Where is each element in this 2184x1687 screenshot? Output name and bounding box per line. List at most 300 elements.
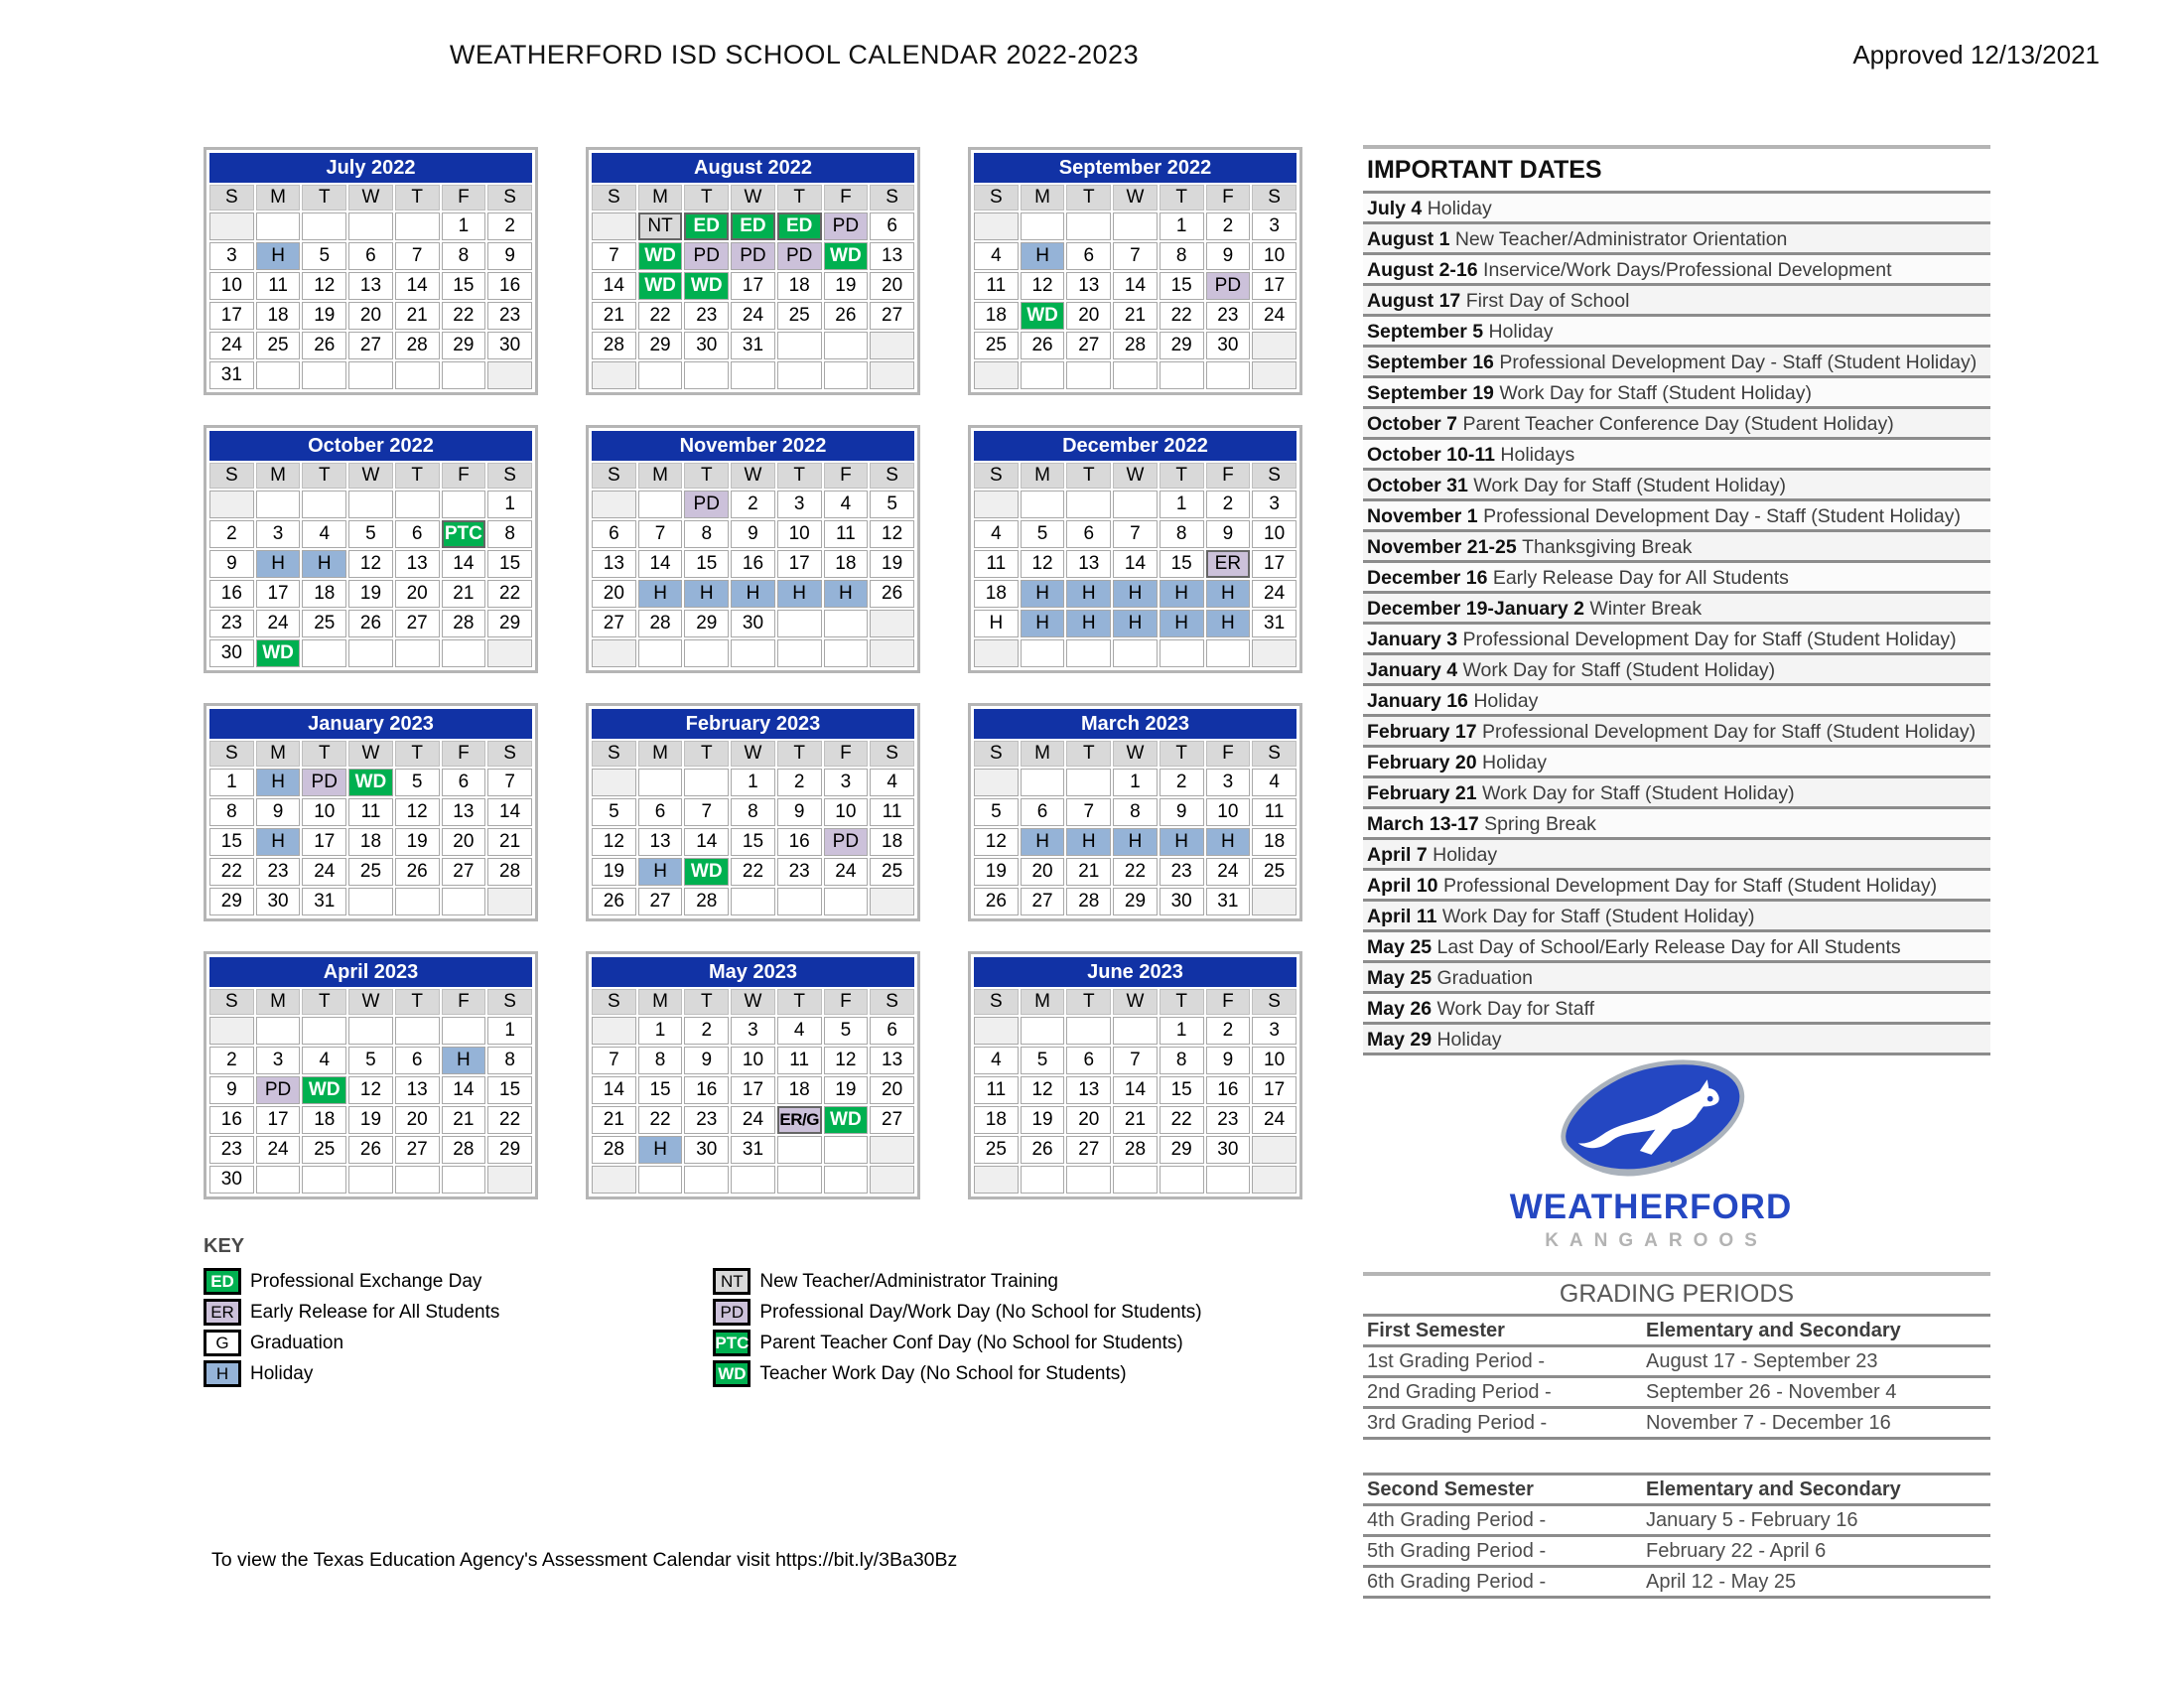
day-cell: 13 xyxy=(870,242,914,270)
day-cell: 10 xyxy=(1252,242,1297,270)
day-cell xyxy=(442,1017,486,1045)
day-cell: H xyxy=(638,580,683,608)
key-label: Early Release for All Students xyxy=(250,1301,500,1323)
day-cell: H xyxy=(1066,610,1111,637)
important-date-description: Work Day for Staff (Student Holiday) xyxy=(1481,782,1795,804)
important-date-description: Professional Development Day for Staff (Student Holiday) xyxy=(1481,721,1977,743)
day-cell: 8 xyxy=(1113,798,1158,826)
important-date-description: Professional Development Day - Staff (Student Holiday) xyxy=(1483,505,1961,527)
important-date-row xyxy=(1363,840,1990,871)
day-cell: 31 xyxy=(731,1136,775,1164)
day-cell: 19 xyxy=(870,550,914,578)
day-cell: ED xyxy=(777,212,822,240)
day-cell: 3 xyxy=(1252,491,1297,518)
day-cell: 9 xyxy=(1206,242,1251,270)
important-date-label: August 2-16 xyxy=(1367,259,1484,281)
day-cell: 7 xyxy=(1066,798,1111,826)
day-cell: 30 xyxy=(1206,332,1251,359)
day-cell: 31 xyxy=(731,332,775,359)
day-cell: 26 xyxy=(395,858,440,886)
day-of-week-header: S xyxy=(487,989,532,1015)
day-of-week-header: T xyxy=(684,185,729,211)
day-cell xyxy=(487,1166,532,1194)
day-cell: 30 xyxy=(209,1166,254,1194)
day-of-week-header: T xyxy=(395,989,440,1015)
day-cell: 23 xyxy=(209,610,254,637)
day-cell xyxy=(684,1166,729,1194)
important-date-description: Holiday xyxy=(1481,752,1548,773)
day-cell: 30 xyxy=(1160,888,1204,915)
day-of-week-header: S xyxy=(870,185,914,211)
day-cell: 2 xyxy=(209,520,254,548)
day-cell xyxy=(1066,639,1111,667)
day-of-week-header: T xyxy=(777,741,822,767)
day-cell: 16 xyxy=(209,1106,254,1134)
day-cell: 11 xyxy=(777,1047,822,1074)
day-cell: 20 xyxy=(442,828,486,856)
day-cell: 29 xyxy=(684,610,729,637)
day-cell xyxy=(395,1166,440,1194)
key-swatch-ed: ED xyxy=(204,1268,241,1295)
important-date-row xyxy=(1363,625,1990,655)
day-cell xyxy=(348,888,393,915)
day-cell: 14 xyxy=(592,1076,636,1104)
important-date-description: Winter Break xyxy=(1589,598,1703,620)
day-cell: H xyxy=(1021,828,1065,856)
day-cell: 28 xyxy=(684,888,729,915)
day-cell: 10 xyxy=(731,1047,775,1074)
key-swatch-pd: PD xyxy=(713,1299,751,1326)
day-of-week-header: M xyxy=(256,741,301,767)
day-cell: H xyxy=(1206,580,1251,608)
day-of-week-header: W xyxy=(731,989,775,1015)
day-cell: 11 xyxy=(1252,798,1297,826)
day-cell: 23 xyxy=(487,302,532,330)
day-cell: 8 xyxy=(1160,1047,1204,1074)
day-cell: 6 xyxy=(592,520,636,548)
day-cell xyxy=(870,1166,914,1194)
day-cell: 1 xyxy=(638,1017,683,1045)
day-cell: 7 xyxy=(487,769,532,796)
day-cell: 5 xyxy=(824,1017,869,1045)
day-cell xyxy=(348,1017,393,1045)
day-cell: 3 xyxy=(731,1017,775,1045)
day-cell xyxy=(1021,491,1065,518)
grading-period-row xyxy=(1363,1568,1990,1599)
day-cell xyxy=(395,491,440,518)
day-cell: WD xyxy=(302,1076,346,1104)
day-of-week-header: S xyxy=(974,463,1019,489)
day-cell: 10 xyxy=(302,798,346,826)
important-date-row xyxy=(1363,778,1990,809)
day-cell: 19 xyxy=(974,858,1019,886)
day-cell: 13 xyxy=(348,272,393,300)
day-cell: ER xyxy=(1206,550,1251,578)
day-cell xyxy=(974,769,1019,796)
day-cell: 27 xyxy=(870,1106,914,1134)
day-cell xyxy=(487,639,532,667)
day-cell: 8 xyxy=(487,1047,532,1074)
key-row-er xyxy=(204,1297,499,1328)
important-date-label: April 11 xyxy=(1367,906,1442,927)
day-cell: 5 xyxy=(395,769,440,796)
day-cell: 20 xyxy=(1066,1106,1111,1134)
day-cell: 23 xyxy=(256,858,301,886)
day-cell: PD xyxy=(777,242,822,270)
month-calendar-november-2022 xyxy=(586,425,920,673)
day-of-week-header: T xyxy=(395,185,440,211)
day-of-week-header: T xyxy=(395,463,440,489)
day-of-week-header: F xyxy=(442,989,486,1015)
day-cell: 29 xyxy=(638,332,683,359)
day-cell: WD xyxy=(824,1106,869,1134)
day-cell xyxy=(731,361,775,389)
day-cell: 8 xyxy=(487,520,532,548)
day-cell xyxy=(777,888,822,915)
day-cell: 23 xyxy=(1206,1106,1251,1134)
day-cell: 19 xyxy=(592,858,636,886)
day-cell: 7 xyxy=(395,242,440,270)
day-cell: 8 xyxy=(731,798,775,826)
day-cell: 22 xyxy=(487,1106,532,1134)
key-row-ptc xyxy=(713,1328,1201,1358)
day-cell: 1 xyxy=(442,212,486,240)
day-cell: 2 xyxy=(684,1017,729,1045)
kangaroo-logo-icon xyxy=(1555,1054,1748,1184)
day-cell: 1 xyxy=(1160,491,1204,518)
important-date-label: December 19-January 2 xyxy=(1367,598,1590,620)
day-cell: 2 xyxy=(1160,769,1204,796)
day-cell: 17 xyxy=(777,550,822,578)
important-date-label: September 5 xyxy=(1367,321,1489,343)
day-cell: 12 xyxy=(302,272,346,300)
day-of-week-header: T xyxy=(1160,463,1204,489)
day-cell: 20 xyxy=(348,302,393,330)
day-cell: 14 xyxy=(442,550,486,578)
day-cell: 10 xyxy=(1252,1047,1297,1074)
day-of-week-header: S xyxy=(1252,989,1297,1015)
day-cell xyxy=(638,1166,683,1194)
important-date-label: September 19 xyxy=(1367,382,1500,404)
day-cell: PTC xyxy=(442,520,486,548)
day-of-week-header: T xyxy=(777,185,822,211)
important-date-label: January 16 xyxy=(1367,690,1474,712)
day-of-week-header: W xyxy=(1113,741,1158,767)
day-cell xyxy=(777,610,822,637)
day-cell xyxy=(209,1017,254,1045)
key-row-h xyxy=(204,1358,499,1389)
day-cell: 21 xyxy=(592,1106,636,1134)
day-of-week-header: S xyxy=(592,463,636,489)
important-date-row xyxy=(1363,317,1990,348)
key-swatch-nt: NT xyxy=(713,1268,751,1295)
day-cell: 18 xyxy=(974,302,1019,330)
day-cell: 9 xyxy=(209,1076,254,1104)
footer-note xyxy=(211,1549,957,1572)
day-of-week-header: W xyxy=(348,989,393,1015)
day-of-week-header: M xyxy=(1021,989,1065,1015)
day-of-week-header: W xyxy=(348,463,393,489)
day-cell: 26 xyxy=(348,610,393,637)
month-title: May 2023 xyxy=(592,957,914,987)
grading-section-header xyxy=(1363,1317,1990,1347)
day-cell: 14 xyxy=(1113,550,1158,578)
day-cell: 7 xyxy=(1113,520,1158,548)
day-of-week-header: M xyxy=(638,185,683,211)
day-cell: 6 xyxy=(1066,242,1111,270)
day-of-week-header: M xyxy=(1021,185,1065,211)
important-date-label: May 26 xyxy=(1367,998,1437,1020)
day-cell: 14 xyxy=(442,1076,486,1104)
day-cell: 19 xyxy=(348,580,393,608)
day-cell: 20 xyxy=(395,580,440,608)
day-cell xyxy=(256,361,301,389)
day-cell: 4 xyxy=(974,1047,1019,1074)
day-cell xyxy=(348,212,393,240)
key-row-ed xyxy=(204,1266,499,1297)
day-cell: 22 xyxy=(487,580,532,608)
key-swatch-h: H xyxy=(204,1360,241,1387)
day-of-week-header: F xyxy=(1206,185,1251,211)
day-cell xyxy=(824,610,869,637)
day-cell: 23 xyxy=(777,858,822,886)
day-cell: 6 xyxy=(395,520,440,548)
day-cell xyxy=(302,1017,346,1045)
day-cell: H xyxy=(1113,610,1158,637)
grading-period-label: 1st Grading Period - xyxy=(1367,1349,1545,1372)
day-cell: 21 xyxy=(442,580,486,608)
day-cell: 3 xyxy=(256,520,301,548)
day-cell: 10 xyxy=(824,798,869,826)
day-cell xyxy=(1113,212,1158,240)
day-cell: 17 xyxy=(302,828,346,856)
day-cell: H xyxy=(1160,828,1204,856)
day-cell: 15 xyxy=(442,272,486,300)
day-cell: 16 xyxy=(1206,1076,1251,1104)
day-cell xyxy=(1160,361,1204,389)
day-cell: 28 xyxy=(592,1136,636,1164)
day-cell: 29 xyxy=(1160,332,1204,359)
day-cell xyxy=(1113,639,1158,667)
day-cell: 9 xyxy=(1206,1047,1251,1074)
key-swatch-er: ER xyxy=(204,1299,241,1326)
day-cell xyxy=(1113,491,1158,518)
day-cell: 18 xyxy=(302,1106,346,1134)
day-cell: 30 xyxy=(256,888,301,915)
day-of-week-header: T xyxy=(684,989,729,1015)
day-cell: 19 xyxy=(348,1106,393,1134)
day-cell xyxy=(824,1136,869,1164)
day-cell xyxy=(302,361,346,389)
important-date-row xyxy=(1363,255,1990,286)
important-date-description: Professional Development Day for Staff (Student Holiday) xyxy=(1462,629,1957,650)
day-cell xyxy=(1021,1166,1065,1194)
day-cell: 26 xyxy=(824,302,869,330)
day-cell xyxy=(1113,361,1158,389)
day-cell xyxy=(1066,491,1111,518)
day-cell: 11 xyxy=(974,550,1019,578)
important-date-row xyxy=(1363,563,1990,594)
important-date-row xyxy=(1363,471,1990,501)
day-cell xyxy=(348,361,393,389)
day-cell: 13 xyxy=(1066,272,1111,300)
day-cell xyxy=(870,639,914,667)
day-cell xyxy=(731,1166,775,1194)
day-cell: 18 xyxy=(974,1106,1019,1134)
day-cell xyxy=(348,1166,393,1194)
day-cell: 29 xyxy=(1113,888,1158,915)
day-cell: 18 xyxy=(824,550,869,578)
day-cell: 6 xyxy=(870,1017,914,1045)
important-date-row xyxy=(1363,409,1990,440)
day-cell: 18 xyxy=(302,580,346,608)
day-cell: 5 xyxy=(302,242,346,270)
day-cell: 4 xyxy=(974,520,1019,548)
day-cell: 1 xyxy=(487,1017,532,1045)
month-title: July 2022 xyxy=(209,153,532,183)
day-cell: 5 xyxy=(348,1047,393,1074)
day-cell xyxy=(1066,361,1111,389)
grading-period-label: 6th Grading Period - xyxy=(1367,1570,1547,1593)
day-cell: ED xyxy=(731,212,775,240)
day-cell: 13 xyxy=(870,1047,914,1074)
day-cell xyxy=(1021,1017,1065,1045)
day-cell: PD xyxy=(1206,272,1251,300)
day-cell: 18 xyxy=(348,828,393,856)
day-cell: 19 xyxy=(302,302,346,330)
day-cell: 10 xyxy=(209,272,254,300)
page-title: WEATHERFORD ISD SCHOOL CALENDAR 2022-2023 xyxy=(449,40,1140,70)
day-cell: H xyxy=(638,858,683,886)
day-cell: 8 xyxy=(209,798,254,826)
month-calendar-january-2023 xyxy=(204,703,538,921)
day-cell: 24 xyxy=(302,858,346,886)
day-cell xyxy=(824,332,869,359)
day-cell: H xyxy=(1206,828,1251,856)
day-cell: 30 xyxy=(731,610,775,637)
grading-period-dates: April 12 - May 25 xyxy=(1646,1570,1797,1593)
logo-subtext: KANGAROOS xyxy=(1545,1230,1768,1251)
day-cell: 9 xyxy=(777,798,822,826)
day-of-week-header: W xyxy=(731,741,775,767)
day-cell: 24 xyxy=(256,1136,301,1164)
day-cell: 14 xyxy=(1113,1076,1158,1104)
day-cell: WD xyxy=(824,242,869,270)
assessment-calendar-link[interactable]: https://bit.ly/3Ba30Bz xyxy=(775,1549,958,1571)
day-cell xyxy=(1113,1166,1158,1194)
grading-period-row xyxy=(1363,1378,1990,1409)
important-date-row xyxy=(1363,686,1990,717)
day-cell: ED xyxy=(684,212,729,240)
day-cell: PD xyxy=(684,242,729,270)
day-cell: 27 xyxy=(1066,332,1111,359)
day-cell: 11 xyxy=(256,272,301,300)
grading-periods-body xyxy=(1363,1317,1990,1599)
day-cell xyxy=(1252,888,1297,915)
day-cell xyxy=(731,639,775,667)
day-of-week-header: W xyxy=(348,741,393,767)
day-cell: 29 xyxy=(209,888,254,915)
day-cell xyxy=(638,639,683,667)
month-calendar-december-2022 xyxy=(968,425,1302,673)
day-cell: 31 xyxy=(209,361,254,389)
day-cell: 16 xyxy=(684,1076,729,1104)
day-of-week-header: S xyxy=(974,741,1019,767)
day-cell: 13 xyxy=(395,1076,440,1104)
important-date-label: May 29 xyxy=(1367,1029,1437,1051)
day-cell xyxy=(777,1136,822,1164)
day-cell: 8 xyxy=(1160,520,1204,548)
day-cell xyxy=(256,491,301,518)
key-label: New Teacher/Administrator Training xyxy=(759,1270,1058,1292)
day-cell: 1 xyxy=(209,769,254,796)
day-cell: 29 xyxy=(487,1136,532,1164)
day-of-week-header: T xyxy=(1160,185,1204,211)
day-of-week-header: W xyxy=(1113,989,1158,1015)
month-title: January 2023 xyxy=(209,709,532,739)
day-cell xyxy=(256,212,301,240)
day-of-week-header: S xyxy=(1252,463,1297,489)
day-cell: 12 xyxy=(824,1047,869,1074)
important-date-description: Holiday xyxy=(1433,844,1498,866)
day-cell: 20 xyxy=(395,1106,440,1134)
day-cell xyxy=(1252,1166,1297,1194)
approved-date: Approved 12/13/2021 xyxy=(1852,40,2100,70)
grading-periods-panel xyxy=(1363,1272,1990,1599)
key-row-wd xyxy=(713,1358,1201,1389)
day-cell: 13 xyxy=(592,550,636,578)
month-calendar-august-2022 xyxy=(586,147,920,395)
day-cell: 1 xyxy=(1160,212,1204,240)
day-cell: H xyxy=(1160,610,1204,637)
day-cell xyxy=(870,1136,914,1164)
day-cell: PD xyxy=(731,242,775,270)
day-cell: 2 xyxy=(1206,491,1251,518)
day-of-week-header: F xyxy=(824,185,869,211)
day-cell: WD xyxy=(256,639,301,667)
day-cell xyxy=(870,332,914,359)
day-cell: PD xyxy=(256,1076,301,1104)
day-cell: 14 xyxy=(395,272,440,300)
day-cell: 14 xyxy=(487,798,532,826)
day-cell: 28 xyxy=(1113,332,1158,359)
grading-section-header xyxy=(1363,1476,1990,1506)
important-date-row xyxy=(1363,532,1990,563)
important-date-row xyxy=(1363,501,1990,532)
day-cell: 21 xyxy=(1066,858,1111,886)
day-cell: 22 xyxy=(638,1106,683,1134)
important-date-row xyxy=(1363,348,1990,378)
day-cell: 26 xyxy=(1021,332,1065,359)
day-cell xyxy=(777,332,822,359)
day-cell xyxy=(974,361,1019,389)
day-cell xyxy=(209,212,254,240)
day-cell: 26 xyxy=(348,1136,393,1164)
important-date-label: April 10 xyxy=(1367,875,1443,897)
day-cell: 21 xyxy=(487,828,532,856)
day-cell: H xyxy=(1066,828,1111,856)
day-cell xyxy=(592,491,636,518)
important-date-description: Last Day of School/Early Release Day for All Students xyxy=(1436,936,1901,958)
important-date-row xyxy=(1363,378,1990,409)
important-date-description: First Day of School xyxy=(1465,290,1630,312)
day-cell: 1 xyxy=(1113,769,1158,796)
grading-period-dates: February 22 - April 6 xyxy=(1646,1539,1827,1562)
day-cell: 30 xyxy=(684,332,729,359)
important-date-description: Spring Break xyxy=(1484,813,1596,835)
day-of-week-header: T xyxy=(302,185,346,211)
important-date-row xyxy=(1363,963,1990,994)
